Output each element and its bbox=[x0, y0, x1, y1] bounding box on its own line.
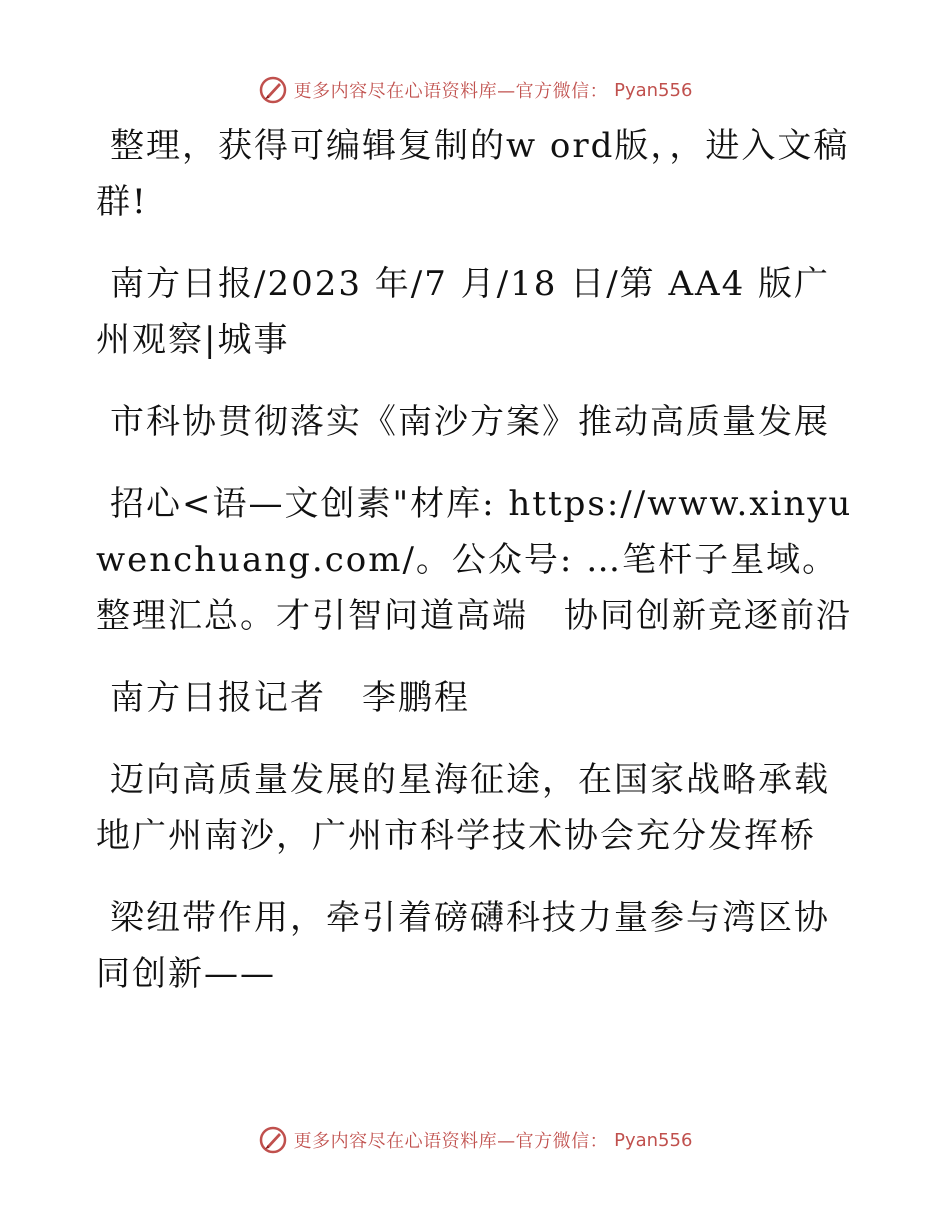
paragraph: 整理，获得可编辑复制的w ord版，，进入文稿群! bbox=[96, 126, 850, 222]
paragraph: 南方日报/2023 年/7 月/18 日/第 AA4 版广州观察|城事 bbox=[96, 264, 831, 360]
quill-pen-logo-icon bbox=[258, 75, 288, 105]
banner-contact: Pyan556 bbox=[614, 79, 693, 101]
paragraph: 迈向高质量发展的星海征途，在国家战略承载地广州南沙，广州市科学技术协会充分发挥桥 bbox=[96, 760, 830, 856]
article-title: 市科协贯彻落实《南沙方案》推动高质量发展 bbox=[110, 402, 830, 442]
document-body bbox=[96, 118, 856, 1002]
byline: 南方日报记者 李鹏程 bbox=[110, 678, 470, 718]
paragraph: 招心<语—文创素"材库: https://www.xinyuwenchuang.com/。公众号: …笔杆子星域。整理汇总。才引智问道高端 协同创新竞逐前沿 bbox=[96, 484, 853, 636]
quill-pen-logo-icon bbox=[258, 1125, 288, 1155]
banner-contact: Pyan556 bbox=[614, 1129, 693, 1151]
banner-text: 更多内容尽在心语资料库—官方微信： bbox=[293, 1131, 609, 1152]
footer-watermark-banner bbox=[0, 1122, 950, 1158]
paragraph: 梁纽带作用，牵引着磅礴科技力量参与湾区协同创新—— bbox=[96, 898, 830, 994]
banner-text: 更多内容尽在心语资料库—官方微信： bbox=[293, 81, 609, 102]
header-watermark-banner bbox=[0, 72, 950, 108]
